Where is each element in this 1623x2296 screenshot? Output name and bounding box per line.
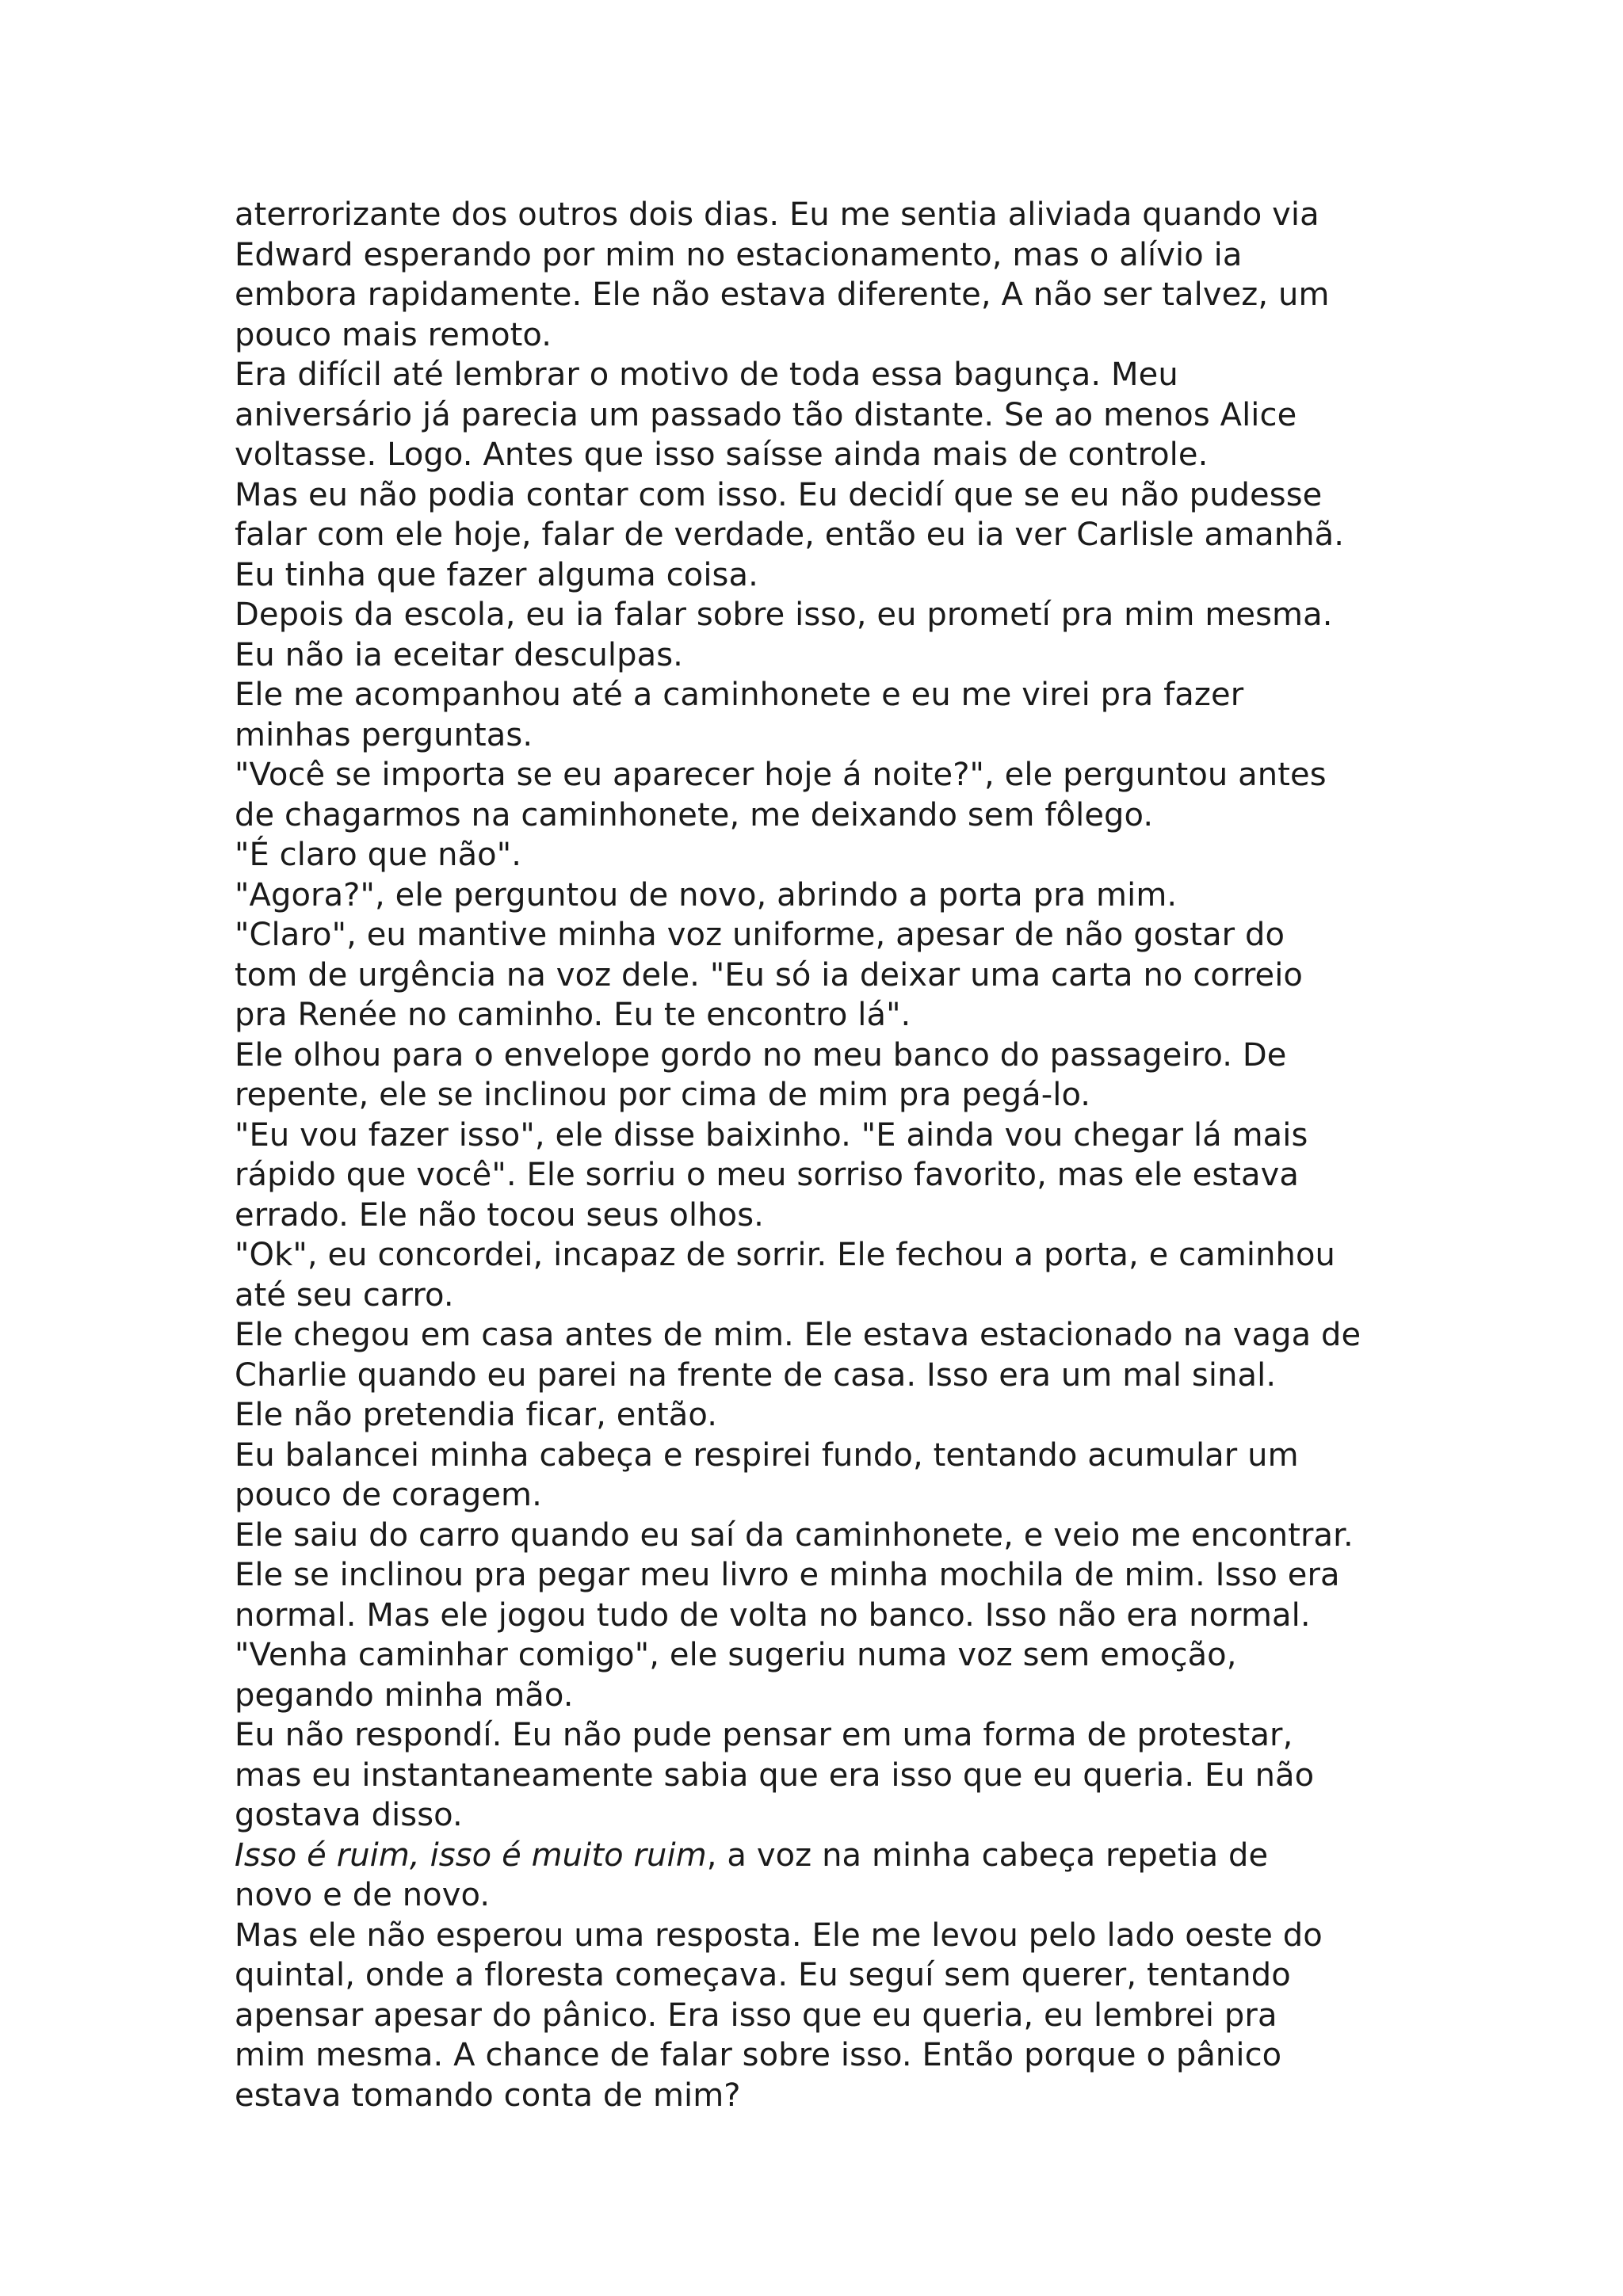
text-line: novo e de novo.: [235, 1877, 491, 1913]
text-line: mim mesma. A chance de falar sobre isso. Então porque o pânico: [235, 2037, 1282, 2073]
text-line: Edward esperando por mim no estacionamento, mas o alívio ia: [235, 236, 1243, 273]
text-line: Eu tinha que fazer alguma coisa.: [235, 556, 758, 593]
text-line: Ele chegou em casa antes de mim. Ele estava estacionado na vaga de: [235, 1317, 1361, 1353]
text-line: "Agora?", ele perguntou de novo, abrindo a porta pra mim.: [235, 876, 1178, 913]
text-line: Eu balancei minha cabeça e respirei fundo, tentando acumular um: [235, 1436, 1299, 1474]
text-line: pouco mais remoto.: [235, 316, 552, 353]
text-line: apensar apesar do pânico. Era isso que eu queria, eu lembrei pra: [235, 1997, 1277, 2034]
text-line: Eu não ia eceitar desculpas.: [235, 636, 683, 673]
text-line: Mas ele não esperou uma resposta. Ele me levou pelo lado oeste do: [235, 1917, 1323, 1954]
text-line: aniversário já parecia um passado tão distante. Se ao menos Alice: [235, 396, 1297, 433]
text-line: [235, 1836, 1423, 1876]
text-line: Charlie quando eu parei na frente de casa. Isso era um mal sinal.: [235, 1356, 1277, 1394]
text-line: gostava disso.: [235, 1797, 463, 1833]
text-line: repente, ele se inclinou por cima de mim pra pegá-lo.: [235, 1077, 1091, 1113]
text-line: "Você se importa se eu aparecer hoje á noite?", ele perguntou antes: [235, 757, 1327, 793]
text-line: de chagarmos na caminhonete, me deixando sem fôlego.: [235, 796, 1154, 833]
text-line: "É claro que não".: [235, 837, 522, 873]
body-text: [235, 195, 1423, 2115]
text-line: pegando minha mão.: [235, 1676, 574, 1714]
text-line: quintal, onde a floresta começava. Eu seguí sem querer, tentando: [235, 1957, 1291, 1993]
text-line: "Ok", eu concordei, incapaz de sorrir. Ele fechou a porta, e caminhou: [235, 1237, 1336, 1273]
text-line: normal. Mas ele jogou tudo de volta no banco. Isso não era normal.: [235, 1596, 1311, 1634]
text-line: tom de urgência na voz dele. "Eu só ia deixar uma carta no correio: [235, 956, 1303, 994]
text-line: pouco de coragem.: [235, 1477, 542, 1513]
text-line: rápido que você". Ele sorriu o meu sorriso favorito, mas ele estava: [235, 1157, 1300, 1193]
text-line: Eu não respondí. Eu não pude pensar em uma forma de protestar,: [235, 1717, 1293, 1753]
text-line: aterrorizante dos outros dois dias. Eu me sentia aliviada quando via: [235, 196, 1319, 233]
text-line: Ele não pretendia ficar, então.: [235, 1397, 718, 1433]
text-line: Era difícil até lembrar o motivo de toda essa bagunça. Meu: [235, 357, 1178, 393]
text-line: errado. Ele não tocou seus olhos.: [235, 1196, 764, 1234]
text-line: Ele me acompanhou até a caminhonete e eu me virei pra fazer: [235, 677, 1244, 713]
text-line: até seu carro.: [235, 1276, 454, 1314]
text-line: estava tomando conta de mim?: [235, 2077, 741, 2114]
text-line: Ele olhou para o envelope gordo no meu banco do passageiro. De: [235, 1036, 1287, 1074]
text-line: voltasse. Logo. Antes que isso saísse ainda mais de controle.: [235, 437, 1209, 473]
text-line: pra Renée no caminho. Eu te encontro lá".: [235, 997, 911, 1033]
text-line: "Claro", eu mantive minha voz uniforme, apesar de não gostar do: [235, 917, 1285, 953]
italic-line-rest: , a voz na minha cabeça repetia de: [706, 1836, 1269, 1874]
text-line: Depois da escola, eu ia falar sobre isso, eu prometí pra mim mesma.: [235, 597, 1333, 633]
text-line: falar com ele hoje, falar de verdade, então eu ia ver Carlisle amanhã.: [235, 517, 1345, 553]
text-line: Mas eu não podia contar com isso. Eu decidí que se eu não pudesse: [235, 476, 1323, 513]
text-line: embora rapidamente. Ele não estava diferente, A não ser talvez, um: [235, 277, 1330, 313]
text-line: Ele se inclinou pra pegar meu livro e minha mochila de mim. Isso era: [235, 1557, 1340, 1593]
text-line: "Eu vou fazer isso", ele disse baixinho. "E ainda vou chegar lá mais: [235, 1116, 1308, 1154]
italic-thought: Isso é ruim, isso é muito ruim: [235, 1836, 707, 1874]
text-line: mas eu instantaneamente sabia que era isso que eu queria. Eu não: [235, 1756, 1315, 1794]
text-line: "Venha caminhar comigo", ele sugeriu numa voz sem emoção,: [235, 1637, 1237, 1673]
text-line: Ele saiu do carro quando eu saí da caminhonete, e veio me encontrar.: [235, 1516, 1354, 1554]
text-line: minhas perguntas.: [235, 716, 533, 753]
